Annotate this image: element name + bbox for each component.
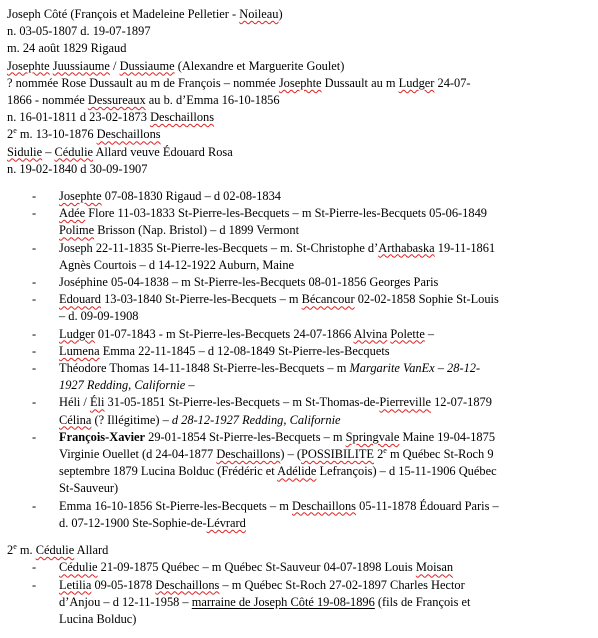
child-entry-line: Letilia 09-05-1878 Deschaillons – m Québec St-Roch 27-02-1897 Charles Hector [59, 577, 465, 592]
header-line: n. 03-05-1807 d. 19-07-1897 [7, 24, 151, 39]
child-entry-line: d. 07-12-1900 Ste-Sophie-de-Lévrard [59, 515, 246, 530]
header-line: 2e m. 13-10-1876 Deschaillons [7, 126, 161, 142]
list-dash: - [32, 343, 37, 358]
child-entry [7, 559, 595, 576]
child-entry-line: Ludger 01-07-1843 - m St-Pierre-les-Becquets 24-07-1866 Alvina Polette – [59, 326, 435, 341]
children-second-marriage-list [7, 559, 595, 628]
child-entry [7, 205, 595, 239]
child-entry [7, 429, 595, 498]
child-entry-line: Joséphine 05-04-1838 – m St-Pierre-les-Becquets 08-01-1856 Georges Paris [59, 275, 439, 290]
list-dash: - [32, 206, 37, 221]
child-entry-line: septembre 1879 Lucina Bolduc (Frédéric et Adélide Lefrançois) – d 15-11-1906 Québec [59, 464, 497, 479]
child-entry-line: Virginie Ouellet (d 24-04-1877 Deschaillons) – (POSSIBILITE 2e m Québec St-Roch 9 [59, 445, 494, 462]
list-dash: - [32, 395, 37, 410]
child-entry-line: Lumena Emma 22-11-1845 – d 12-08-1849 St-Pierre-les-Becquets [59, 343, 390, 358]
header-line: ? nommée Rose Dussault au m de François – nommée Josephte Dussault au m Ludger 24-07- [7, 75, 471, 90]
child-entry-line: Célina (? Illégitime) – d 28-12-1927 Redding, Californie [59, 412, 341, 427]
child-entry-line: d’Anjou – d 12-11-1958 – marraine de Joseph Côté 19-08-1896 (fils de François et [59, 594, 471, 609]
child-entry [7, 326, 595, 343]
child-entry-line: Edouard 13-03-1840 St-Pierre-les-Becquets – m Bécancour 02-02-1858 Sophie St-Louis [59, 292, 499, 307]
child-entry-line: Adée Flore 11-03-1833 St-Pierre-les-Becquets – m St-Pierre-les-Becquets 05-06-1849 [59, 206, 487, 221]
list-dash: - [32, 429, 37, 444]
child-entry-line: Polime Brisson (Nap. Bristol) – d 1899 Vermont [59, 223, 300, 238]
list-dash: - [32, 560, 37, 575]
family-header [7, 6, 595, 178]
child-entry-line: Joseph 22-11-1835 St-Pierre-les-Becquets – m. St-Christophe d’Arthabaska 19-11-1861 [59, 240, 496, 255]
header-line: Josephte Juussiaume / Dussiaume (Alexandre et Marguerite Goulet) [7, 58, 345, 73]
child-entry-line: Cédulie 21-09-1875 Québec – m Québec St-Sauveur 04-07-1898 Louis Moisan [59, 560, 454, 575]
child-entry-line: Emma 16-10-1856 St-Pierre-les-Becquets – m Deschaillons 05-11-1878 Édouard Paris – [59, 498, 499, 513]
header-line: Sidulie – Cédulie Allard veuve Édouard Rosa [7, 144, 233, 159]
header-line: m. 24 août 1829 Rigaud [7, 41, 127, 56]
header-line: n. 19-02-1840 d 30-09-1907 [7, 161, 148, 176]
spacer [7, 532, 595, 542]
child-entry-line: 1927 Redding, Californie – [59, 378, 195, 393]
second-marriage-heading: 2e m. Cédulie Allard [7, 541, 109, 558]
child-entry-line: – d. 09-09-1908 [59, 309, 139, 324]
child-entry-line: Lucina Bolduc) [59, 611, 137, 626]
child-entry [7, 394, 595, 428]
child-entry-line: Théodore Thomas 14-11-1848 St-Pierre-les-Becquets – m Margarite VanEx – 28-12- [59, 361, 481, 376]
header-line: n. 16-01-1811 d 23-02-1873 Deschaillons [7, 110, 215, 125]
child-entry-line: Héli / Éli 31-05-1851 St-Pierre-les-Becquets – m St-Thomas-de-Pierreville 12-07-1879 [59, 395, 492, 410]
list-dash: - [32, 326, 37, 341]
genealogy-document [7, 6, 595, 628]
child-entry [7, 577, 595, 629]
header-line: 1866 - nommée Dessureaux au b. d’Emma 16-10-1856 [7, 93, 280, 108]
child-entry [7, 274, 595, 291]
child-entry [7, 343, 595, 360]
list-dash: - [32, 498, 37, 513]
child-entry [7, 240, 595, 274]
child-entry [7, 291, 595, 325]
list-dash: - [32, 240, 37, 255]
child-entry-line: St-Sauveur) [59, 481, 119, 496]
spacer [7, 178, 595, 188]
list-dash: - [32, 292, 37, 307]
list-dash: - [32, 361, 37, 376]
children-first-marriage-list [7, 188, 595, 532]
child-entry [7, 360, 595, 394]
child-entry-line: Agnès Courtois – d 14-12-1922 Auburn, Maine [59, 257, 295, 272]
header-line: Joseph Côté (François et Madeleine Pelletier - Noileau) [7, 7, 283, 21]
child-entry [7, 188, 595, 205]
child-entry-line: Josephte 07-08-1830 Rigaud – d 02-08-1834 [59, 189, 281, 204]
list-dash: - [32, 275, 37, 290]
list-dash: - [32, 189, 37, 204]
child-entry [7, 498, 595, 532]
child-entry-line: François-Xavier 29-01-1854 St-Pierre-les-Becquets – m Springvale Maine 19-04-1875 [59, 429, 496, 444]
list-dash: - [32, 577, 37, 592]
